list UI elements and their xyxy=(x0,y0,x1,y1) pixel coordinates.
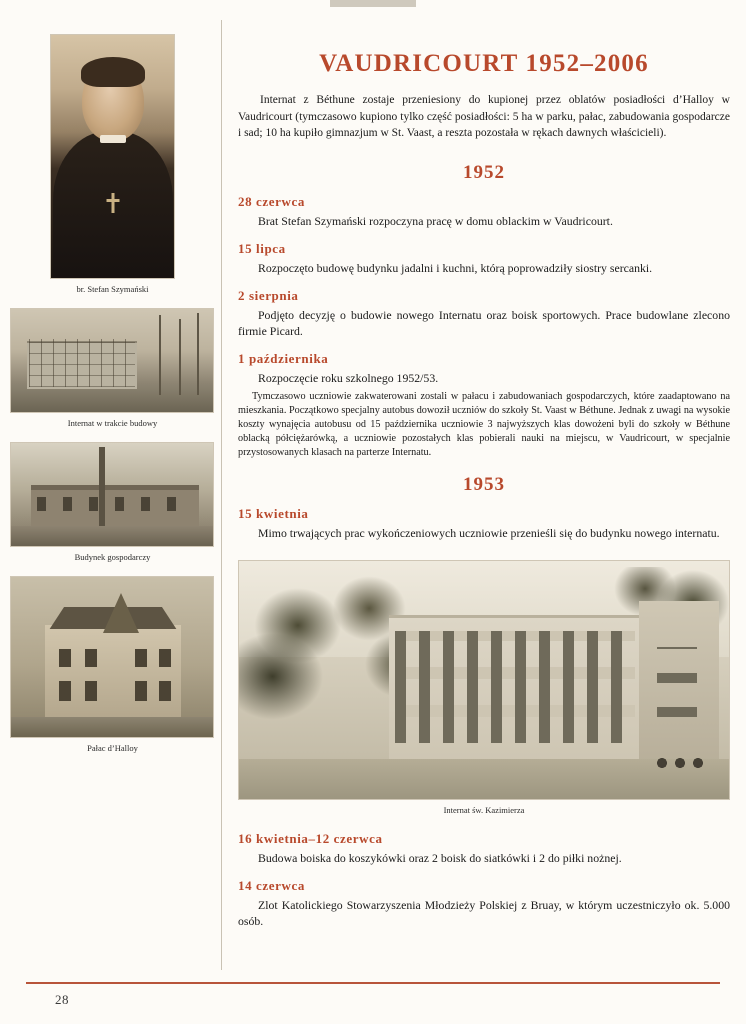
tree-trunk xyxy=(99,447,105,529)
bicycles xyxy=(654,753,708,769)
construction-scaffolding xyxy=(29,339,135,387)
entry-1953-04-15 xyxy=(238,506,730,542)
entry-date: 15 lipca xyxy=(238,240,286,256)
palace-window xyxy=(159,681,171,701)
tree-trunk xyxy=(159,315,161,395)
photo-farm-building xyxy=(10,442,214,547)
entry-note: Tymczasowo uczniowie zakwaterowani zostali w pałacu i zabudowaniach gospodarczych, które zaadaptowano na mieszkania. Początkowo specjalny autobus dowoził uczniów do szkoły St. Vaast w Béthune. Jednak z uwagi na wysokie koszty wynajęcia autobusu od 15 października uczniowie 3 najwyższych klas dowożeni byli do szkoły w Béthune oblacką półciężarówką, a uczniowie pozostałych klas pobierali nauki na miejscu, w Vaudricourt, w specjalnie przystosowanych klasach na parterze Internatu. xyxy=(238,390,730,459)
entry-1952-07-15 xyxy=(238,241,730,277)
photo-block-farm xyxy=(10,442,215,562)
photo-block-construction xyxy=(10,308,215,428)
year-heading-1953: 1953 xyxy=(463,474,505,496)
entry-text: Budowa boiska do koszykówki oraz 2 boisk do siatkówki i 2 do piłki nożnej. xyxy=(258,850,622,865)
construction-ground xyxy=(11,386,213,412)
palace-window xyxy=(85,681,97,701)
footer-rule xyxy=(26,982,720,984)
palace-window xyxy=(135,649,147,667)
farm-house-windows xyxy=(37,497,193,511)
palace-window xyxy=(159,649,171,667)
farm-ground xyxy=(11,526,213,546)
entry-text: Mimo trwających prac wykończeniowych uczniowie przenieśli się do budynku nowego internatu. xyxy=(258,526,720,541)
photo-st-kazimierz-boarding-house xyxy=(238,560,730,800)
photo-block-portrait xyxy=(10,34,215,294)
palace-facade xyxy=(45,625,181,721)
entry-text: Rozpoczęcie roku szkolnego 1952/53. xyxy=(258,371,439,386)
entry-date: 2 sierpnia xyxy=(238,287,299,303)
entry-1952-06-28 xyxy=(238,194,730,230)
school-gable-windows xyxy=(657,647,697,717)
palace-window xyxy=(85,649,97,667)
crucifix-icon xyxy=(111,193,114,213)
entry-date: 28 czerwca xyxy=(238,194,305,210)
palace-ground xyxy=(11,717,213,737)
entry-date: 15 kwietnia xyxy=(238,506,309,522)
photo-palace-dhalloy xyxy=(10,576,214,738)
photo-caption: Budynek gospodarczy xyxy=(74,552,151,562)
entry-date: 16 kwietnia–12 czerwca xyxy=(238,830,383,846)
photo-block-school xyxy=(238,560,730,815)
entry-text: Rozpoczęto budowę budynku jadalni i kuchni, którą poprowadziły siostry sercanki. xyxy=(258,260,653,275)
tree-trunk xyxy=(197,313,199,395)
page-number: 28 xyxy=(55,992,69,1007)
year-heading-1952: 1952 xyxy=(463,162,505,184)
portrait-hair xyxy=(81,57,145,87)
entry-1952-10-01 xyxy=(238,351,730,460)
entry-1953-06-14 xyxy=(238,878,730,931)
palace-window xyxy=(135,681,147,701)
entry-text: Brat Stefan Szymański rozpoczyna pracę w domu oblackim w Vaudricourt. xyxy=(258,214,613,229)
photo-portrait-stefan-szymanski xyxy=(50,34,175,279)
palace-window xyxy=(59,649,71,667)
entry-1952-08-02 xyxy=(238,288,730,341)
intro-paragraph: Internat z Béthune zostaje przeniesiony do kupionej przez oblatów posiadłości d’Halloy w Vaudricourt (tymczasowo kupiono tylko część posiadłości: 5 ha w parku, pałac, zabudowania gospodarcze i sad; 10 ha kupiło gimnazjum w St. Vaast, a reszta pozostała w rękach dawnych właścicieli). xyxy=(238,94,730,140)
top-tab-marker xyxy=(330,0,416,7)
photo-caption: Internat św. Kazimierza xyxy=(443,804,525,815)
photo-caption: br. Stefan Szymański xyxy=(76,284,149,294)
photo-block-palace xyxy=(10,576,215,753)
photo-caption: Pałac d’Halloy xyxy=(87,743,138,753)
entry-1953-04-16-06-12 xyxy=(238,831,730,867)
school-windows xyxy=(395,631,635,743)
entry-date: 14 czerwca xyxy=(238,877,305,893)
entry-date: 1 października xyxy=(238,351,329,367)
photo-column xyxy=(10,34,215,767)
column-divider xyxy=(221,20,222,970)
photo-caption: Internat w trakcie budowy xyxy=(67,418,158,428)
text-column xyxy=(238,50,730,941)
portrait-clerical-collar xyxy=(100,135,126,143)
page-title: VAUDRICOURT 1952–2006 xyxy=(319,50,649,77)
tree-trunk xyxy=(179,319,181,395)
photo-boarding-house-under-construction xyxy=(10,308,214,413)
entry-text: Zlot Katolickiego Stowarzyszenia Młodzieży Polskiej z Bruay, w którym uczestniczyło ok. 5.000 osób. xyxy=(238,897,730,929)
palace-window xyxy=(59,681,71,701)
entry-text: Podjęto decyzję o budowie nowego Internatu oraz boisk sportowych. Prace budowlane zlecono firmie Picard. xyxy=(238,307,730,339)
